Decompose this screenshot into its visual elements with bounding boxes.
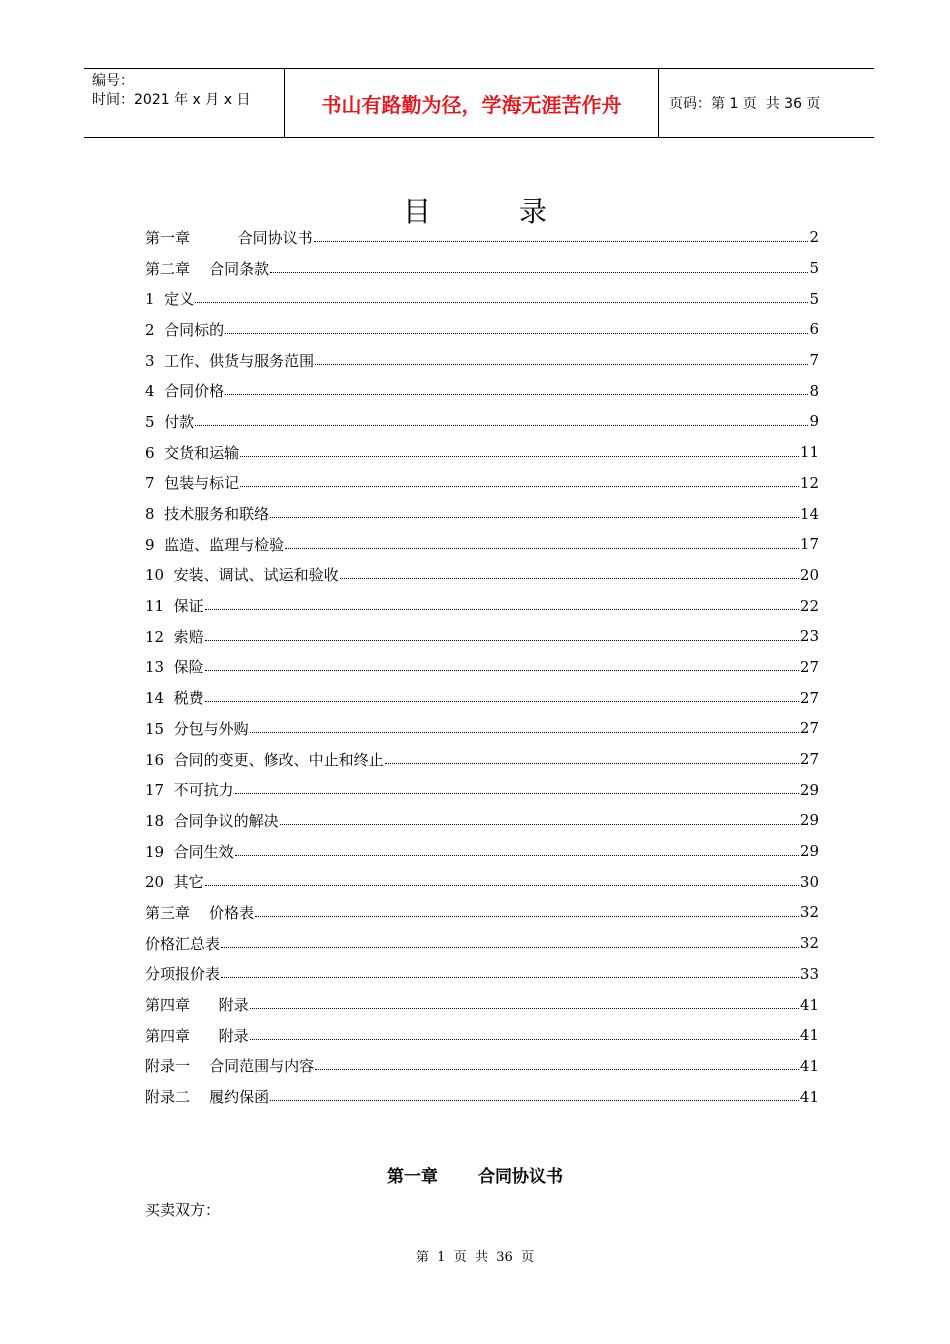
toc-entry[interactable]: [145, 744, 819, 775]
toc-dot-leader: [315, 1069, 799, 1070]
header-table: [84, 68, 874, 138]
toc-entry-label: 18 合同争议的解决: [145, 811, 279, 830]
toc-entry-page: 30: [799, 872, 819, 891]
toc-entry-page: 29: [799, 842, 819, 861]
toc-entry-label: 附录二 履约保函: [145, 1088, 270, 1107]
toc-entry-label: 2 合同标的: [145, 320, 225, 339]
toc-entry-label: 7 包装与标记: [145, 474, 240, 493]
toc-entry[interactable]: [145, 774, 819, 805]
toc-title-char-2: 录: [519, 195, 548, 228]
toc-entry[interactable]: [145, 283, 819, 314]
toc-entry-page: 12: [799, 473, 819, 492]
toc-entry-page: 27: [799, 750, 819, 769]
toc-entry[interactable]: [145, 897, 819, 928]
toc-dot-leader: [205, 701, 799, 702]
document-number-label: 编号：: [92, 73, 134, 89]
toc-dot-leader: [280, 824, 799, 825]
chapter-title: 合同协议书: [478, 1167, 563, 1187]
chapter-number: 第一章: [387, 1167, 438, 1187]
toc-entry-label: 8 技术服务和联络: [145, 505, 270, 524]
toc-entry-page: 41: [799, 1026, 819, 1045]
toc-dot-leader: [250, 1008, 799, 1009]
toc-entry-page: 14: [799, 504, 819, 523]
toc-dot-leader: [195, 302, 808, 303]
toc-entry-page: 33: [799, 964, 819, 983]
toc-entry-label: 4 合同价格: [145, 382, 225, 401]
toc-entry-label: 13 保险: [145, 658, 204, 677]
toc-dot-leader: [250, 732, 799, 733]
toc-dot-leader: [221, 977, 799, 978]
toc-entry[interactable]: [145, 406, 819, 437]
toc-entry[interactable]: [145, 989, 819, 1020]
toc-entry-label: 19 合同生效: [145, 842, 234, 861]
toc-dot-leader: [270, 517, 799, 518]
toc-entry-page: 32: [799, 903, 819, 922]
toc-dot-leader: [340, 578, 799, 579]
toc-entry-page: 22: [799, 596, 819, 615]
toc-entry-label: 1 定义: [145, 290, 195, 309]
toc-entry[interactable]: [145, 222, 819, 253]
toc-dot-leader: [250, 1039, 799, 1040]
parties-label: 买卖双方：: [145, 1201, 221, 1219]
toc-entry[interactable]: [145, 560, 819, 591]
toc-title-char-1: 目: [402, 195, 431, 228]
toc-entry[interactable]: [145, 1051, 819, 1082]
chapter-heading: [0, 1162, 950, 1187]
toc-entry[interactable]: [145, 1020, 819, 1051]
toc-entry-label: 11 保证: [145, 597, 204, 616]
toc-entry-page: 29: [799, 780, 819, 799]
toc-entry-page: 20: [799, 565, 819, 584]
toc-entry-label: 第二章 合同条款: [145, 259, 270, 278]
toc-entry-page: 17: [799, 535, 819, 554]
toc-dot-leader: [235, 855, 799, 856]
header-motto-cell: [285, 69, 659, 137]
toc-dot-leader: [270, 1100, 799, 1101]
toc-dot-leader: [270, 272, 808, 273]
toc-entry-label: 第四章 附录: [145, 996, 249, 1015]
toc-entry-label: 14 税费: [145, 689, 204, 708]
toc-entry-page: 41: [799, 995, 819, 1014]
toc-entry-label: 16 合同的变更、修改、中止和终止: [145, 750, 384, 769]
toc-dot-leader: [255, 916, 799, 917]
toc-entry[interactable]: [145, 253, 819, 284]
toc-entry[interactable]: [145, 590, 819, 621]
toc-entry-page: 8: [809, 381, 819, 400]
toc-entry[interactable]: [145, 928, 819, 959]
toc-entry[interactable]: [145, 314, 819, 345]
toc-entry-page: 27: [799, 657, 819, 676]
toc-entry-page: 41: [799, 1056, 819, 1075]
toc-entry[interactable]: [145, 805, 819, 836]
page-footer: [0, 1246, 950, 1265]
toc-entry-label: 附录一 合同范围与内容: [145, 1057, 315, 1076]
document-date: 时间：2021 年 x 月 x 日: [92, 92, 251, 108]
header-page-info: 页码：第 1 页 共 36 页: [669, 96, 821, 112]
toc-entry-label: 第四章 附录: [145, 1026, 249, 1045]
toc-entry-label: 价格汇总表: [145, 934, 221, 953]
toc-entry[interactable]: [145, 621, 819, 652]
toc-entry-page: 41: [799, 1087, 819, 1106]
toc-entry-page: 27: [799, 688, 819, 707]
header-meta-cell: [84, 69, 285, 137]
toc-dot-leader: [195, 425, 808, 426]
toc-entry-page: 11: [799, 443, 819, 462]
toc-entry[interactable]: [145, 959, 819, 990]
toc-entry-page: 29: [799, 811, 819, 830]
toc-dot-leader: [240, 486, 799, 487]
motto-text: 书山有路勤为径，学海无涯苦作舟: [321, 92, 622, 117]
header-page-cell: [659, 69, 874, 137]
footer-page-text: 第 1 页 共 36 页: [415, 1250, 535, 1265]
toc-dot-leader: [385, 763, 799, 764]
toc-entry[interactable]: [145, 345, 819, 376]
toc-dot-leader: [235, 793, 799, 794]
toc-dot-leader: [205, 670, 799, 671]
toc-entry-label: 12 索赔: [145, 627, 204, 646]
toc-entry[interactable]: [145, 652, 819, 683]
toc-entry[interactable]: [145, 682, 819, 713]
toc-entry[interactable]: [145, 866, 819, 897]
toc-entry-label: 10 安装、调试、试运和验收: [145, 566, 339, 585]
toc-entry-label: 9 监造、监理与检验: [145, 535, 285, 554]
toc-entry-label: 3 工作、供货与服务范围: [145, 351, 315, 370]
toc-entry-label: 17 不可抗力: [145, 781, 234, 800]
toc-entry-label: 分项报价表: [145, 965, 221, 984]
toc-entry[interactable]: [145, 836, 819, 867]
toc-entry[interactable]: [145, 529, 819, 560]
toc-entry[interactable]: [145, 1081, 819, 1112]
toc-dot-leader: [225, 394, 808, 395]
toc-dot-leader: [240, 456, 799, 457]
toc-entry-page: 27: [799, 719, 819, 738]
toc-dot-leader: [221, 947, 799, 948]
toc-entry-page: 7: [809, 351, 819, 370]
toc-entry-page: 6: [809, 320, 819, 339]
toc-dot-leader: [225, 333, 808, 334]
toc-entry-label: 5 付款: [145, 412, 195, 431]
toc-entry[interactable]: [145, 437, 819, 468]
toc-entry-page: 32: [799, 934, 819, 953]
toc-entry[interactable]: [145, 468, 819, 499]
toc-entry-label: 6 交货和运输: [145, 443, 240, 462]
toc-dot-leader: [314, 241, 809, 242]
toc-entry-page: 5: [809, 289, 819, 308]
table-of-contents: [145, 222, 819, 1112]
toc-entry-label: 15 分包与外购: [145, 719, 249, 738]
toc-entry[interactable]: [145, 713, 819, 744]
toc-entry-page: 2: [809, 228, 819, 247]
toc-dot-leader: [205, 640, 799, 641]
toc-entry[interactable]: [145, 498, 819, 529]
toc-dot-leader: [205, 609, 799, 610]
toc-entry-label: 第一章 合同协议书: [145, 228, 313, 247]
toc-dot-leader: [315, 364, 808, 365]
toc-entry-page: 5: [809, 259, 819, 278]
toc-entry-page: 23: [799, 627, 819, 646]
toc-entry-label: 20 其它: [145, 873, 204, 892]
toc-entry-label: 第三章 价格表: [145, 903, 255, 922]
toc-entry[interactable]: [145, 375, 819, 406]
toc-entry-page: 9: [809, 412, 819, 431]
toc-dot-leader: [285, 548, 799, 549]
toc-dot-leader: [205, 885, 799, 886]
